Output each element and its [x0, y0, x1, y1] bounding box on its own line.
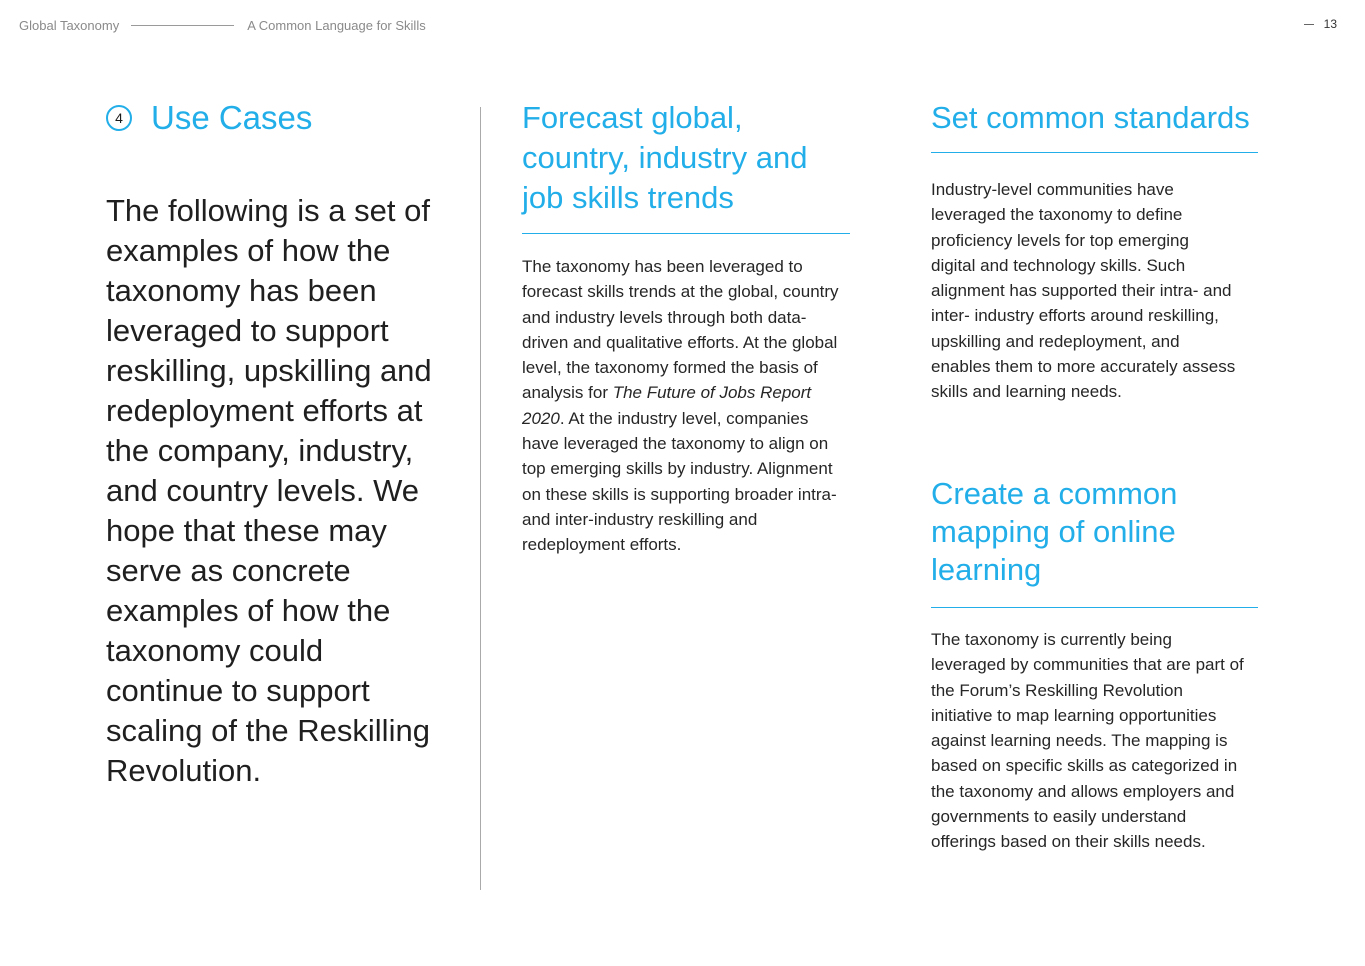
section-heading — [106, 101, 312, 134]
header-doc-subtitle: A Common Language for Skills — [247, 18, 426, 33]
title-underline — [522, 233, 850, 234]
use-case-standards — [931, 98, 1261, 405]
title-underline — [931, 607, 1258, 608]
use-case-body: Industry-level communities have leveraged the taxonomy to define proficiency levels for top emerging digital and technology skills. Such alignment has supported their intra- and inter- industry efforts around reskilling, upskilling and redeployment, and enables them to more accurately assess skills and learning needs. — [931, 180, 1236, 402]
use-case-title: Set common standards — [931, 100, 1250, 135]
section-number-badge: 4 — [106, 105, 132, 131]
use-case-forecast — [522, 98, 852, 558]
use-case-mapping — [931, 475, 1261, 855]
use-case-title: Create a common mapping of online learning — [931, 476, 1178, 587]
vertical-divider — [480, 107, 481, 890]
page-number-block — [1304, 17, 1337, 31]
header-divider — [131, 25, 234, 26]
use-case-title: Forecast global, country, industry and job skills trends — [522, 100, 808, 215]
section-title: Use Cases — [151, 99, 313, 136]
section-intro: The following is a set of examples of how the taxonomy has been leveraged to support reskilling, upskilling and redeployment efforts at the company, industry, and country levels. We hope that these may serve as concrete examples of how the taxonomy could continue to support scaling of the Reskilling Revolution. — [106, 193, 432, 788]
use-case-body: The taxonomy is currently being leveraged by communities that are part of the Forum’s Reskilling Revolution initiative to map learning opportunities against learning needs. The mapping is based on specific skills as categorized in the taxonomy and allows employers and governments to easily understand offerings based on their skills needs. — [931, 630, 1244, 852]
page-number: 13 — [1323, 17, 1337, 31]
use-case-body: The taxonomy has been leveraged to forecast skills trends at the global, country and industry levels through both data-driven and qualitative efforts. At the global level, the taxonomy formed the basis of analysis for The Future of Jobs Report 2020. At the industry level, companies have leveraged the taxonomy to align on top emerging skills by industry. Alignment on these skills is supporting broader intra- and inter-industry reskilling and redeployment efforts. — [522, 257, 839, 555]
title-underline — [931, 152, 1258, 153]
page-header — [19, 18, 426, 33]
report-title-italic: The Future of Jobs Report 2020 — [522, 383, 812, 428]
header-doc-title: Global Taxonomy — [19, 18, 120, 33]
page-number-dash — [1304, 24, 1314, 25]
